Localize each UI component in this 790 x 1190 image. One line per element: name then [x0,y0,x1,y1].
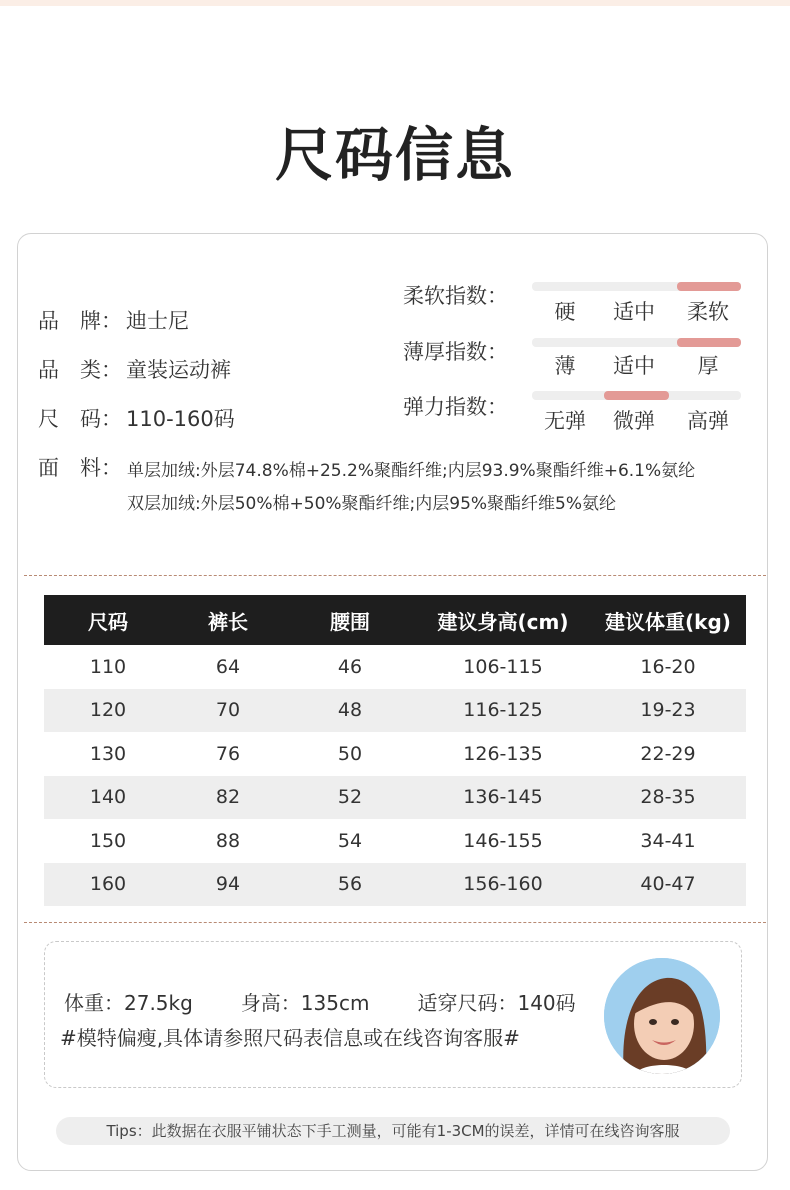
header-size: 尺码 [44,595,172,645]
cell-length: 94 [172,863,284,907]
cell-size: 120 [44,689,172,733]
fabric-line-1: 单层加绒:外层74.8%棉+25.2%聚酯纤维;内层93.9%聚酯纤维+6.1%氨纶 [127,461,696,481]
softness-option-soft: 柔软 [687,300,729,324]
table-row [44,732,746,776]
header-waist: 腰围 [284,595,416,645]
cell-length: 70 [172,689,284,733]
softness-index-fill [677,282,741,291]
cell-weight: 40-47 [590,863,746,907]
header-height: 建议身高(cm) [416,595,590,645]
size-table [44,595,746,906]
model-avatar [604,958,720,1074]
softness-index-bar [532,282,741,291]
category-value: 童装运动裤 [126,358,231,382]
table-row [44,689,746,733]
thickness-index-label: 薄厚指数： [403,340,508,364]
table-row [44,863,746,907]
model-stats [64,987,576,1016]
fabric-line-2: 双层加绒:外层50%棉+50%聚酯纤维;内层95%聚酯纤维5%氨纶 [127,494,617,514]
thickness-option-medium: 适中 [613,354,655,378]
table-row [44,776,746,820]
cell-size: 130 [89,742,127,765]
cell-height: 116-125 [416,689,590,733]
cell-size: 160 [44,863,172,907]
cell-size: 150 [89,829,127,852]
cell-size: 140 [44,776,172,820]
tips-bar: Tips：此数据在衣服平铺状态下手工测量，可能有1-3CM的误差，详情可在线咨询客服 [56,1117,730,1145]
page-title: 尺码信息 [274,121,515,189]
brand-value: 迪士尼 [126,309,189,333]
elasticity-option-none: 无弹 [544,409,586,433]
cell-weight: 28-35 [590,776,746,820]
thickness-index-bar [532,338,741,347]
cell-length: 88 [215,829,241,852]
cell-height: 106-115 [463,655,543,678]
cell-waist: 48 [284,689,416,733]
brand-row [38,305,189,335]
thickness-option-thin: 薄 [554,354,576,378]
fabric-label: 面 料： [38,456,122,480]
cell-length: 76 [215,742,241,765]
elasticity-index-fill [604,391,670,400]
cell-length: 64 [215,655,241,678]
cell-waist: 52 [284,776,416,820]
model-fit-size: 适穿尺码：140码 [417,991,576,1015]
softness-index-label: 柔软指数： [403,284,508,308]
table-row [44,819,746,863]
top-decor-strip [0,0,790,6]
model-height: 身高：135cm [240,991,370,1015]
cell-height: 136-145 [416,776,590,820]
softness-option-medium: 适中 [613,300,655,324]
thickness-option-thick: 厚 [697,354,719,378]
cell-height: 156-160 [416,863,590,907]
size-table-header [44,595,746,645]
cell-height: 146-155 [463,829,543,852]
cell-waist: 46 [337,655,363,678]
brand-label: 品 牌： [38,309,122,333]
elasticity-option-high: 高弹 [687,409,729,433]
category-label: 品 类： [38,358,122,382]
elasticity-index-label: 弹力指数： [403,395,508,419]
model-note: #模特偏瘦,具体请参照尺码表信息或在线咨询客服# [60,1026,520,1050]
cell-waist: 54 [337,829,363,852]
girl-portrait-icon [604,958,720,1074]
cell-weight: 34-41 [640,829,696,852]
cell-weight: 19-23 [590,689,746,733]
size-value: 110-160码 [126,407,235,431]
size-range-row [38,403,235,433]
category-row [38,354,231,384]
table-row [44,645,746,689]
header-pants-length: 裤长 [172,595,284,645]
cell-weight: 22-29 [640,742,696,765]
header-weight: 建议体重(kg) [590,595,746,645]
elasticity-option-slight: 微弹 [613,409,655,433]
cell-weight: 16-20 [640,655,696,678]
cell-size: 110 [89,655,127,678]
cell-height: 126-135 [463,742,543,765]
cell-length: 82 [172,776,284,820]
section-divider [24,922,766,923]
model-weight: 体重：27.5kg [64,991,193,1015]
elasticity-index-bar [532,391,741,400]
softness-option-hard: 硬 [554,300,576,324]
cell-waist: 56 [284,863,416,907]
thickness-index-fill [677,338,741,347]
size-label: 尺 码： [38,407,122,431]
cell-waist: 50 [337,742,363,765]
section-divider [24,575,766,576]
